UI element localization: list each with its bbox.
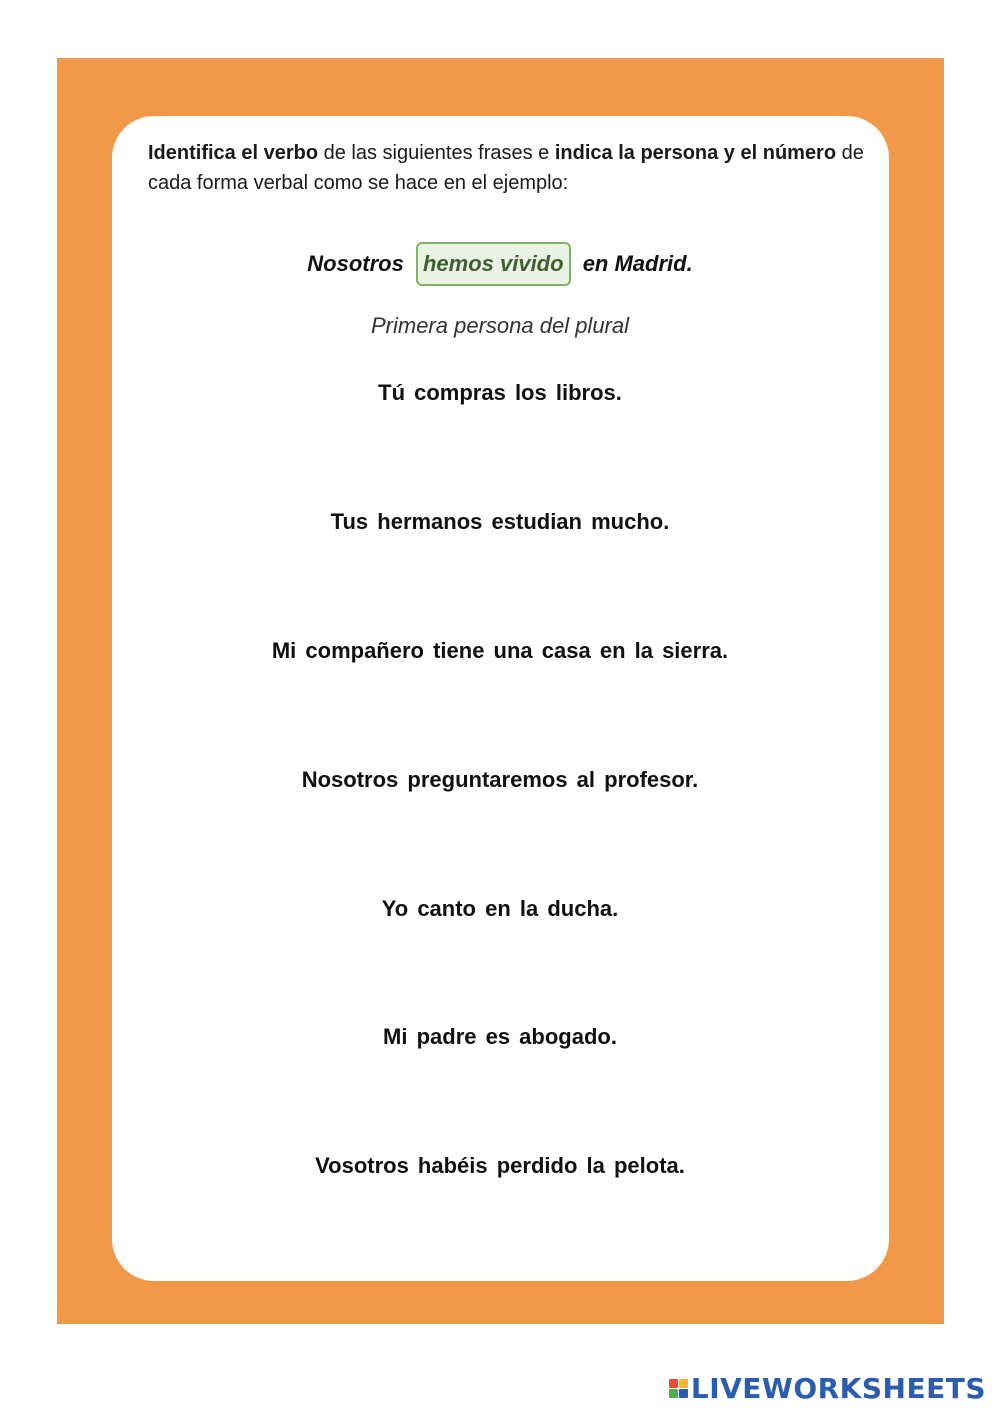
sentence-3: Mi compañero tiene una casa en la sierra. [271,638,729,663]
liveworksheets-logo-icon [669,1379,688,1398]
sentence-7: Vosotros habéis perdido la pelota. [315,1153,685,1178]
brand-name: LIVEWORKSHEETS [690,1372,986,1405]
sentence-5: Yo canto en la ducha. [381,896,619,921]
sentence-4: Nosotros preguntaremos al profesor. [301,767,699,792]
instructions-text-2: de las siguientes frases e [318,142,555,164]
example-complement: en Madrid. [582,251,693,276]
example-sentence [0,240,1000,288]
liveworksheets-logo[interactable] [669,1372,986,1405]
example-subject: Nosotros [307,251,404,276]
instructions-bold-1: Identifica el verbo [148,142,319,164]
example-verb-highlight: hemos vivido [416,242,571,286]
instructions-bold-2: indica la persona y el número [554,142,837,164]
content-card [112,116,889,1281]
sentence-1: Tú compras los libros. [378,380,622,405]
sentence-2: Tus hermanos estudian mucho. [330,509,670,534]
instructions-text [148,138,878,198]
example-answer: Primera persona del plural [370,313,630,338]
instructions-text-4: de cada forma verbal como se hace en el ejemplo: [148,142,864,194]
sentence-6: Mi padre es abogado. [383,1024,617,1049]
